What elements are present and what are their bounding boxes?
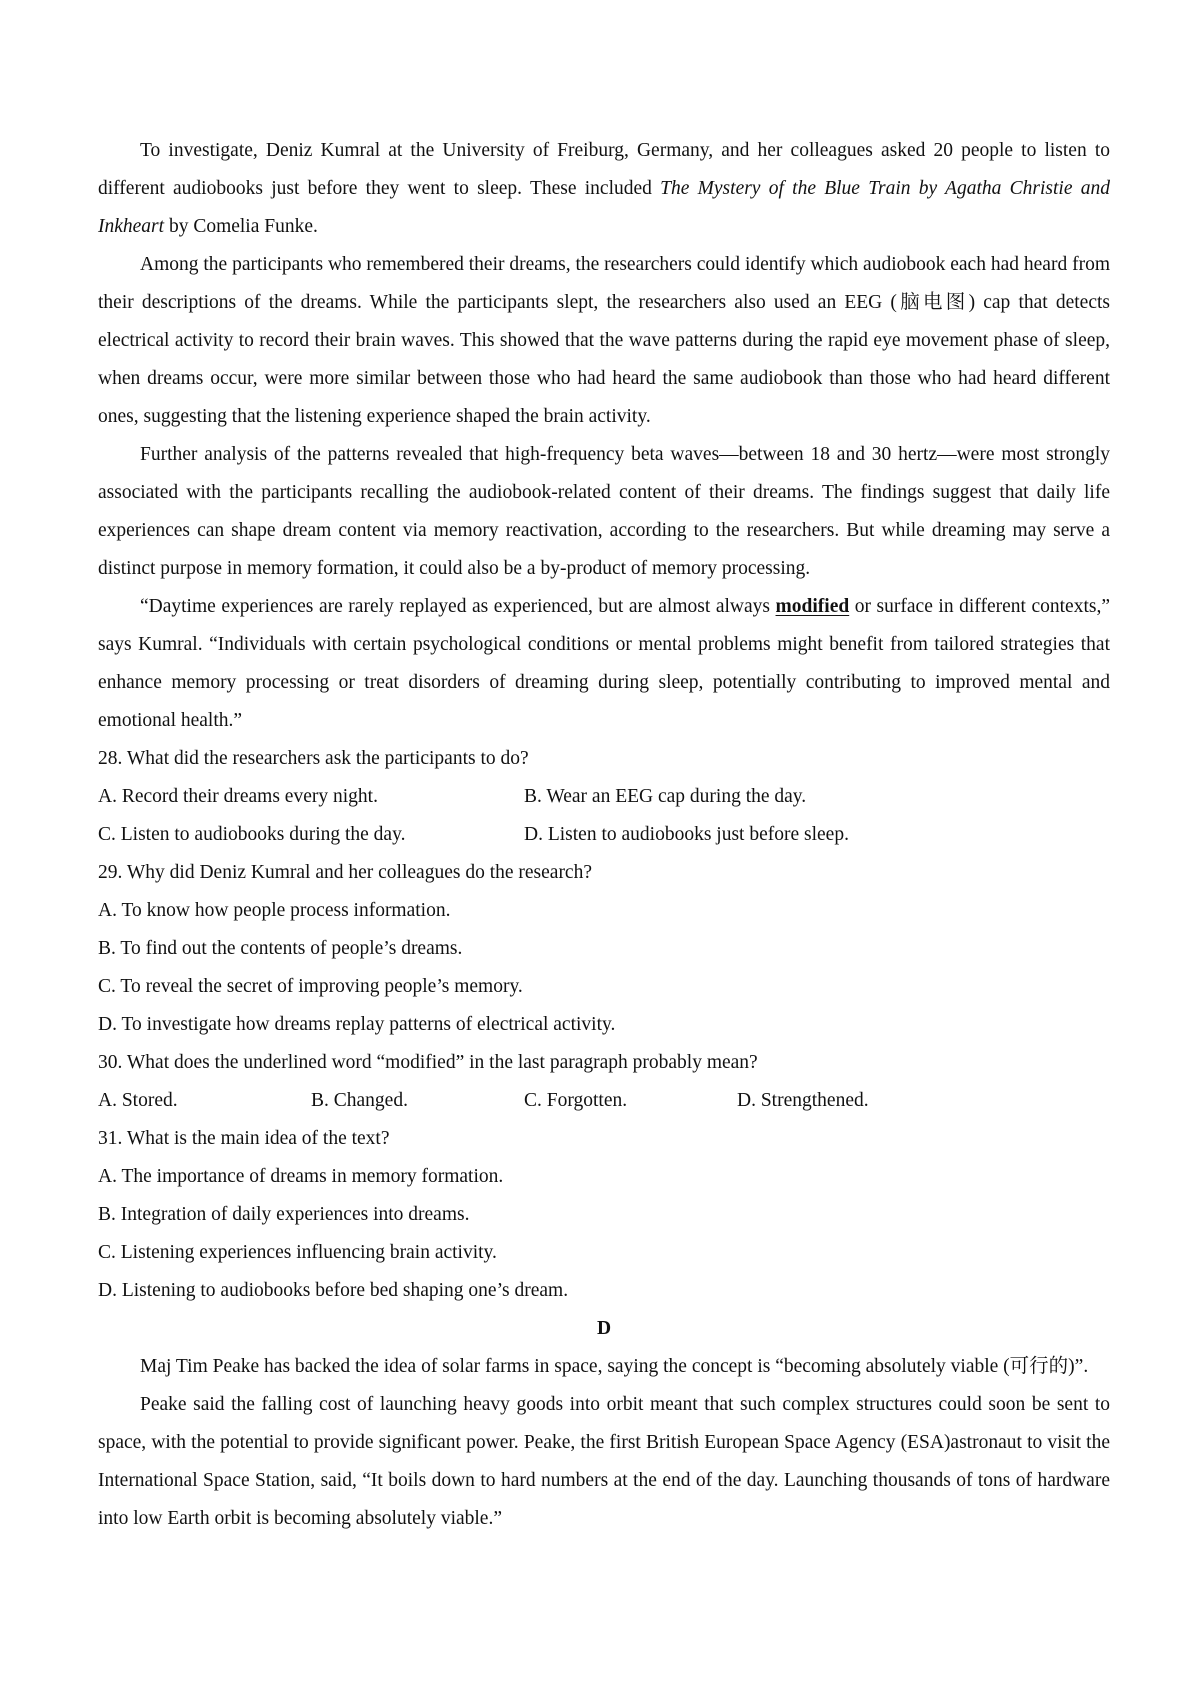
question-28-stem: 28. What did the researchers ask the participants to do?: [98, 748, 529, 769]
option-c: C. To reveal the secret of improving people’s memory.: [98, 976, 523, 997]
passage-d-paragraph-2: Peake said the falling cost of launching heavy goods into orbit meant that such complex structures could soon be sent to space, with the potential to provide significant power. Peake, the first British European Space Agency (ESA)astronaut to visit the International Space Station, said, “It boils down to hard numbers at the end of the day. Launching thousands of tons of hardware into low Earth orbit is becoming absolutely viable.”: [98, 1394, 1110, 1529]
option-d: D. To investigate how dreams replay patterns of electrical activity.: [98, 1014, 616, 1035]
option-c: C. Listening experiences influencing brain activity.: [98, 1242, 497, 1263]
option-a: A. The importance of dreams in memory formation.: [98, 1166, 504, 1187]
question-28-options-row-1: [98, 778, 1110, 816]
option-b: B. Changed.: [311, 1090, 408, 1111]
question-30-options-row: [98, 1082, 1110, 1120]
option-c: C. Listen to audiobooks during the day.: [98, 824, 406, 845]
paragraph-text: To investigate, Deniz Kumral at the University of Freiburg, Germany, and her colleagues asked 20 people to listen to different audiobooks just before they went to sleep. These included: [98, 140, 1110, 199]
question-31-stem: 31. What is the main idea of the text?: [98, 1128, 390, 1149]
section-heading-d: D: [596, 1318, 612, 1339]
underlined-word: modified: [775, 596, 850, 617]
passage-d-paragraph-1: Maj Tim Peake has backed the idea of solar farms in space, saying the concept is “becoming absolutely viable (可行的)”.: [140, 1356, 1089, 1377]
paragraph-text: “Daytime experiences are rarely replayed as experienced, but are almost always: [140, 596, 776, 617]
option-b: B. To find out the contents of people’s dreams.: [98, 938, 463, 959]
passage-c-paragraph-2: Among the participants who remembered their dreams, the researchers could identify which audiobook each had heard from their descriptions of the dreams. While the participants slept, the researchers also used an EEG (脑电图) cap that detects electrical activity to record their brain waves. This showed that the wave patterns during the rapid eye movement phase of sleep, when dreams occur, were more similar between those who had heard the same audiobook than those who had heard different ones, suggesting that the listening experience shaped the brain activity.: [98, 254, 1110, 427]
paragraph-text: or surface in different contexts,” says Kumral. “Individuals with certain psychological conditions or mental problems might benefit from tailored strategies that enhance memory processing or treat disorders of dreaming during sleep, potentially contributing to improved mental and emotional health.”: [98, 596, 1110, 731]
option-b: B. Integration of daily experiences into dreams.: [98, 1204, 470, 1225]
option-d: D. Strengthened.: [737, 1090, 869, 1111]
paragraph-text: by Comelia Funke.: [164, 216, 318, 237]
option-d: D. Listening to audiobooks before bed shaping one’s dream.: [98, 1280, 569, 1301]
question-29-stem: 29. Why did Deniz Kumral and her colleagues do the research?: [98, 862, 592, 883]
question-30-stem: 30. What does the underlined word “modified” in the last paragraph probably mean?: [98, 1052, 758, 1073]
passage-c-paragraph-4: [98, 588, 1110, 740]
question-28-options-row-2: [98, 816, 1110, 854]
option-a: A. To know how people process information.: [98, 900, 451, 921]
option-a: A. Stored.: [98, 1090, 178, 1111]
option-b: B. Wear an EEG cap during the day.: [524, 786, 807, 807]
passage-c-paragraph-1: [98, 132, 1110, 246]
option-d: D. Listen to audiobooks just before sleep.: [524, 824, 849, 845]
option-a: A. Record their dreams every night.: [98, 786, 378, 807]
option-c: C. Forgotten.: [524, 1090, 628, 1111]
exam-page: [98, 132, 1110, 1538]
passage-c-paragraph-3: Further analysis of the patterns revealed that high-frequency beta waves—between 18 and 30 hertz—were most strongly associated with the participants recalling the audiobook-related content of their dreams. The findings suggest that daily life experiences can shape dream content via memory reactivation, according to the researchers. But while dreaming may serve a distinct purpose in memory formation, it could also be a by-product of memory processing.: [98, 444, 1110, 579]
book-titles: The Mystery of the Blue Train by Agatha Christie and Inkheart: [98, 178, 1110, 237]
